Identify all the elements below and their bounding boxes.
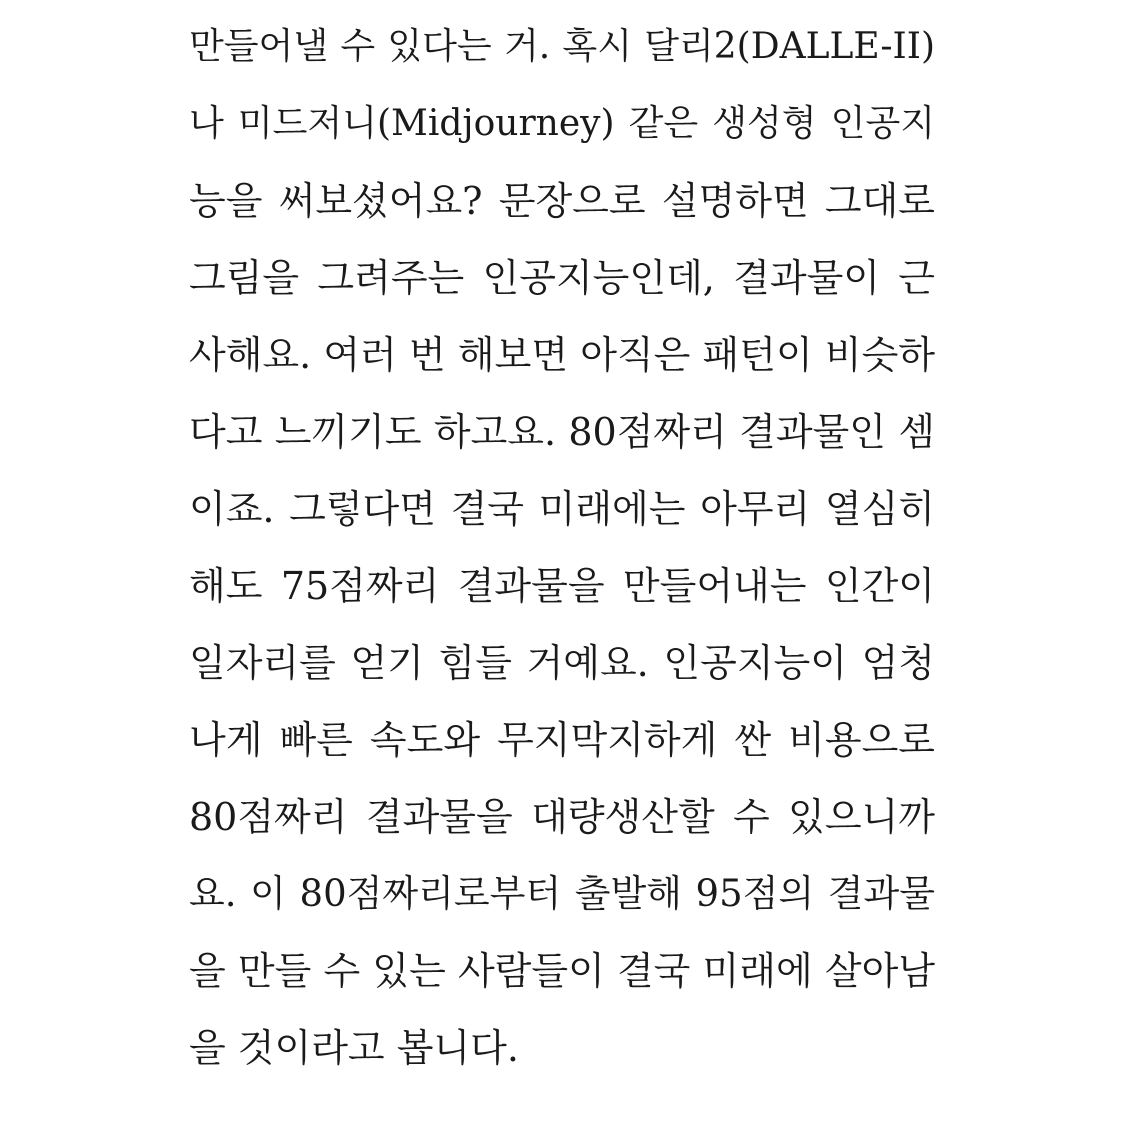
text-line: 요. 이 80점짜리로부터 출발해 95점의 결과물 <box>189 872 935 915</box>
text-line: 그림을 그려주는 인공지능인데, 결과물이 근 <box>189 256 935 300</box>
text-line: 해도 75점짜리 결과물을 만들어내는 인간이 <box>189 564 935 608</box>
body-text <box>189 16 935 1094</box>
text-line: 만들어낼 수 있다는 거. 혹시 달리2(DALLE-II) <box>189 26 935 67</box>
text-line: 을 만들 수 있는 사람들이 결국 미래에 살아남 <box>189 949 935 993</box>
text-line: 나 미드저니(Midjourney) 같은 생성형 인공지 <box>189 103 935 144</box>
text-line: 나게 빠른 속도와 무지막지하게 싼 비용으로 <box>189 718 935 762</box>
text-line: 일자리를 얻기 힘들 거예요. 인공지능이 엄청 <box>189 641 935 685</box>
text-line: 사해요. 여러 번 해보면 아직은 패턴이 비슷하 <box>189 333 935 377</box>
text-line: 이죠. 그렇다면 결국 미래에는 아무리 열심히 <box>189 487 935 531</box>
text-line: 을 것이라고 봅니다. <box>189 1026 519 1070</box>
text-line: 능을 써보셨어요? 문장으로 설명하면 그대로 <box>189 179 935 223</box>
text-line: 80점짜리 결과물을 대량생산할 수 있으니까 <box>189 795 935 839</box>
text-line: 다고 느끼기도 하고요. 80점짜리 결과물인 셈 <box>189 410 935 454</box>
